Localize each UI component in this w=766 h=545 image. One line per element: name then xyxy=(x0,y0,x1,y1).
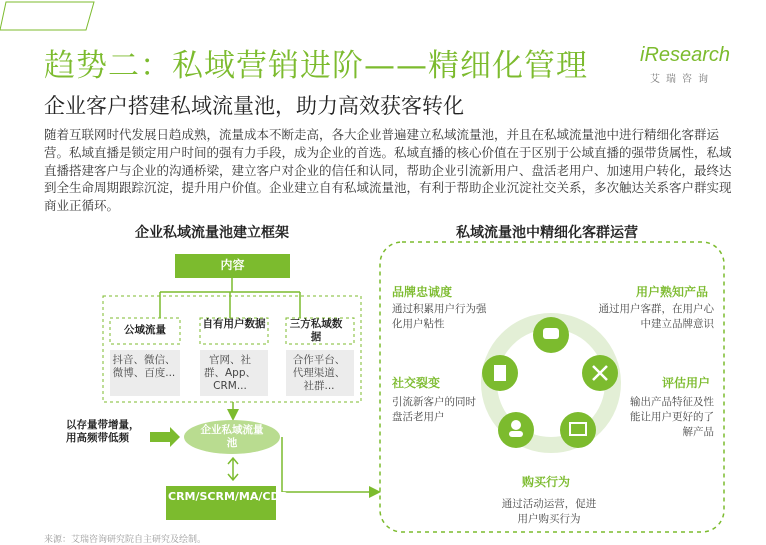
connector-lines xyxy=(160,278,300,318)
node-title-loyalty: 品牌忠诚度 xyxy=(392,285,453,299)
cycle-icon-chart xyxy=(560,412,596,448)
channel-items-public: 抖音、微信、微博、百度... xyxy=(112,354,176,379)
page-title: 趋势二：私域营销进阶——精细化管理 xyxy=(44,48,588,84)
channel-label-own: 自有用户数据 xyxy=(202,318,266,330)
channel-items-own: 官网、社群、App、CRM... xyxy=(203,354,256,392)
pool-crm-arrow xyxy=(228,458,238,480)
logo-text: iResearch xyxy=(640,44,731,66)
page-subtitle: 企业客户搭建私域流量池，助力高效获客转化 xyxy=(44,94,464,118)
node-title-purchase: 购买行为 xyxy=(522,475,571,489)
content-label: 内容 xyxy=(220,258,245,272)
source-footnote: 来源：艾瑞咨询研究院自主研究及绘制。 xyxy=(44,535,207,545)
pool-label: 企业私域流量池 xyxy=(200,424,264,449)
node-desc-know-product: 通过用户客群，在用户心中建立品牌意识 xyxy=(598,303,714,330)
node-desc-purchase: 通过活动运营，促进用户购买行为 xyxy=(501,498,597,525)
side-note: 以存量带增量，用高频带低频 xyxy=(66,419,140,444)
channel-label-public: 公域流量 xyxy=(124,324,166,336)
crm-label: CRM/SCRM/MA/CDP xyxy=(168,490,288,503)
node-desc-social: 引流新客户的同时盘活老用户 xyxy=(392,396,476,423)
logo-subtext: 艾瑞咨询 xyxy=(650,74,714,85)
node-desc-loyalty: 通过积累用户行为强化用户粘性 xyxy=(392,303,487,330)
operation-heading: 私域流量池中精细化客群运营 xyxy=(456,225,638,241)
framework-heading: 企业私域流量池建立框架 xyxy=(135,225,289,241)
channel-label-third: 三方私域数据 xyxy=(289,318,343,343)
node-desc-evaluate: 输出产品特征及性能让用户更好的了解产品 xyxy=(630,396,714,438)
link-arrow xyxy=(282,437,378,492)
node-title-evaluate: 评估用户 xyxy=(662,376,711,390)
node-title-know-product: 用户熟知产品 xyxy=(636,285,709,299)
channel-items-third: 合作平台、代理渠道、社群... xyxy=(292,354,346,392)
intro-paragraph: 随着互联网时代发展日趋成熟，流量成本不断走高，各大企业普遍建立私域流量池，并且在私域流量池中进行精细化客群运营。私域直播是锁定用户时间的强有力手段，成为企业的首选。私域直播的核心价值在于区别于公域直播的强带货属性，私域直播搭建客户与企业的沟通桥梁，建立客户对企业的信任和认同，帮助企业引流新用户、盘活老用户、加速用户转化，最终达到全生命周期跟踪沉淀，提升用户价值。企业建立自有私域流量池，有利于帮助企业沉淀社交关系，多次触达关系客户群实现商业正循环。 xyxy=(44,127,732,214)
side-arrow xyxy=(150,427,180,447)
node-title-social: 社交裂变 xyxy=(392,376,441,390)
